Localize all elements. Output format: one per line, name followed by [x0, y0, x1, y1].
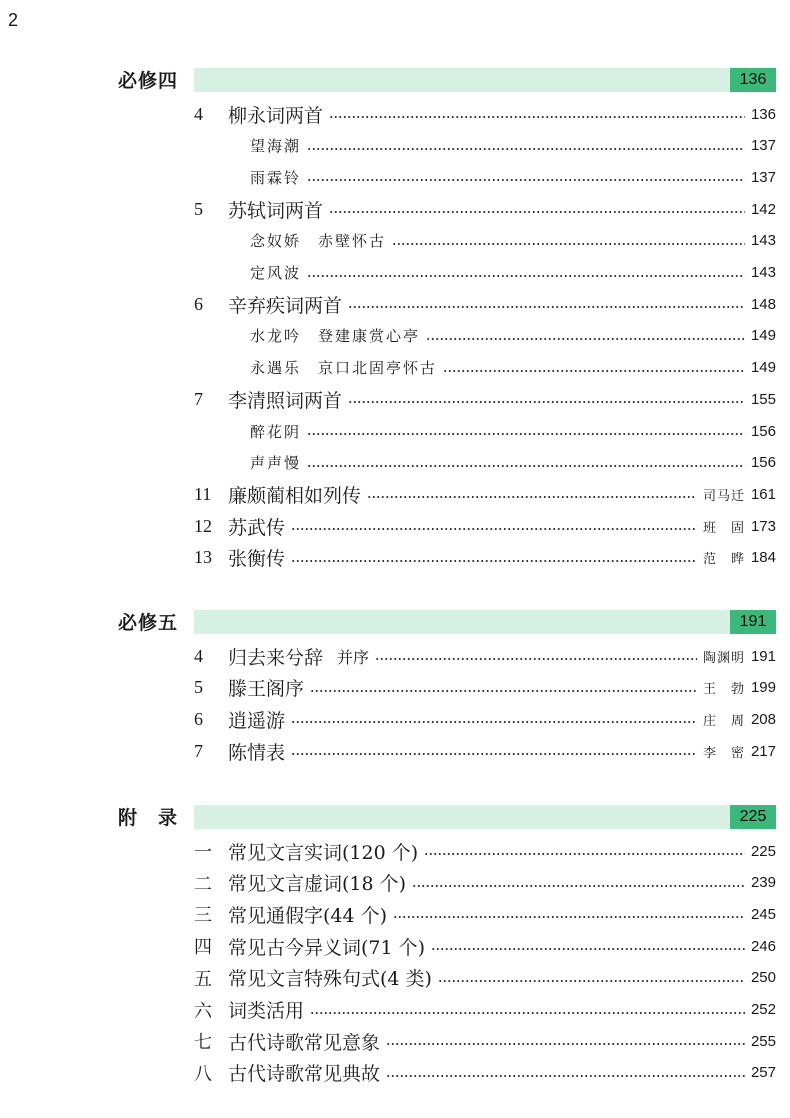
entry-page-number: 161: [750, 485, 776, 503]
dot-leader: [291, 560, 697, 562]
toc-entry[interactable]: [194, 195, 776, 223]
entry-title: 廉颇蔺相如列传: [228, 484, 362, 507]
entry-title: 念奴娇 赤壁怀古: [250, 232, 387, 251]
entry-title: 苏武传: [228, 516, 286, 539]
toc-entry[interactable]: [194, 385, 776, 413]
entry-title: 常见文言虚词(18 个): [228, 873, 407, 896]
toc-subentry[interactable]: [250, 449, 776, 477]
entry-number: 6: [194, 708, 203, 729]
dot-leader: [431, 948, 745, 950]
toc-subentry[interactable]: [250, 163, 776, 191]
dot-leader: [307, 179, 745, 181]
entry-number: 13: [194, 547, 212, 568]
dot-leader: [393, 916, 745, 918]
entry-title: 归去来兮辞: [228, 646, 324, 669]
entry-title: 常见文言实词(120 个): [228, 841, 419, 864]
entry-title: 词类活用: [228, 1000, 305, 1022]
section-header-bar: [194, 610, 776, 634]
entry-number: 八: [194, 1063, 212, 1084]
toc-entry[interactable]: [194, 900, 776, 928]
dot-leader: [386, 1075, 745, 1077]
dot-leader: [329, 116, 745, 118]
entry-page-number: 250: [750, 969, 776, 987]
entry-page-number: 173: [750, 517, 776, 535]
entry-page-number: 142: [750, 200, 776, 218]
entry-author: 王 勃: [702, 682, 745, 698]
entry-page-number: 191: [750, 647, 776, 665]
entry-author: 司马迁: [702, 488, 745, 504]
entry-title: 望海潮: [250, 137, 302, 156]
toc-subentry[interactable]: [250, 259, 776, 287]
entry-page-number: 257: [750, 1064, 776, 1082]
toc-entry[interactable]: [194, 674, 776, 702]
section-start-page: 191: [730, 610, 776, 634]
section-header-bar: [194, 805, 776, 829]
entry-page-number: 156: [750, 454, 776, 472]
entry-title: 醉花阴: [250, 422, 302, 441]
section-start-page: 136: [730, 68, 776, 92]
toc-entry[interactable]: [194, 290, 776, 318]
dot-leader: [307, 465, 745, 467]
entry-page-number: 156: [750, 422, 776, 440]
entry-number: 11: [194, 483, 212, 504]
page-number: 2: [8, 10, 19, 30]
entry-author: 班 固: [702, 520, 745, 536]
section-header: [118, 805, 776, 831]
toc-entry[interactable]: [194, 996, 776, 1024]
entry-page-number: 255: [750, 1032, 776, 1050]
toc-entry[interactable]: [194, 1059, 776, 1087]
entry-number: 5: [194, 198, 203, 219]
entry-number: 12: [194, 515, 212, 536]
entry-page-number: 155: [750, 390, 776, 408]
entry-title: 声声慢: [250, 454, 302, 473]
dot-leader: [291, 721, 697, 723]
entry-title: 雨霖铃: [250, 168, 302, 187]
toc-entry[interactable]: [194, 1027, 776, 1055]
entry-number: 5: [194, 677, 203, 698]
entry-title: 滕王阁序: [228, 678, 305, 701]
entry-title: 辛弃疾词两首: [228, 294, 343, 317]
dot-leader: [426, 338, 745, 340]
entry-page-number: 136: [750, 105, 776, 123]
entry-title: 陈情表: [228, 741, 286, 764]
entry-title: 张衡传: [228, 548, 286, 571]
entry-number: 4: [194, 645, 203, 666]
toc-subentry[interactable]: [250, 132, 776, 160]
entry-page-number: 149: [750, 327, 776, 345]
dot-leader: [307, 275, 745, 277]
section-start-page: 225: [730, 805, 776, 829]
dot-leader: [412, 885, 745, 887]
entry-author: 陶渊明: [702, 650, 745, 666]
entry-number: 7: [194, 388, 203, 409]
toc-entry[interactable]: [194, 932, 776, 960]
entry-page-number: 137: [750, 168, 776, 186]
entry-page-number: 143: [750, 264, 776, 281]
entry-number: 四: [194, 937, 212, 958]
dot-leader: [438, 980, 745, 982]
toc-entry[interactable]: [194, 737, 776, 765]
entry-title: 常见文言特殊句式(4 类): [228, 968, 432, 991]
entry-number: 七: [194, 1032, 212, 1053]
entry-page-number: 245: [750, 905, 776, 923]
entry-page-number: 239: [750, 874, 776, 892]
dot-leader: [291, 753, 697, 755]
entry-title: 李清照词两首: [228, 389, 343, 412]
entry-title: 古代诗歌常见典故: [228, 1063, 381, 1086]
dot-leader: [329, 211, 745, 213]
entry-number: 6: [194, 293, 203, 314]
entry-page-number: 148: [750, 295, 776, 313]
entry-number: 五: [194, 968, 212, 989]
entry-number: 二: [194, 873, 212, 894]
dot-leader: [310, 1012, 745, 1014]
dot-leader: [392, 243, 745, 245]
entry-title: 常见通假字(44 个): [228, 904, 388, 927]
dot-leader: [424, 853, 745, 855]
entry-number: 一: [194, 842, 212, 862]
toc-entry[interactable]: [194, 100, 776, 128]
entry-number: 4: [194, 103, 203, 124]
entry-author: 李 密: [702, 745, 745, 761]
dot-leader: [348, 401, 745, 403]
entry-page-number: 217: [750, 742, 776, 760]
dot-leader: [307, 148, 745, 150]
section-header: [118, 610, 776, 636]
entry-author: 庄 周: [702, 713, 745, 729]
toc-subentry[interactable]: [250, 227, 776, 255]
entry-title: 柳永词两首: [228, 104, 324, 127]
dot-leader: [307, 433, 745, 435]
entry-page-number: 225: [750, 842, 776, 860]
entry-title: 苏轼词两首: [228, 199, 324, 222]
section-header: [118, 68, 776, 94]
dot-leader: [375, 658, 697, 660]
dot-leader: [291, 528, 697, 530]
entry-note: 并序: [337, 647, 370, 667]
section-title: 必修五: [118, 612, 179, 634]
toc-entry[interactable]: [194, 705, 776, 733]
toc-entry[interactable]: [194, 544, 776, 572]
entry-page-number: 208: [750, 710, 776, 728]
entry-page-number: 199: [750, 679, 776, 697]
entry-title: 永遇乐 京口北固亭怀古: [250, 359, 438, 378]
entry-author: 范 晔: [702, 552, 745, 568]
dot-leader: [348, 306, 745, 308]
toc-subentry[interactable]: [250, 354, 776, 382]
entry-title: 定风波: [250, 264, 302, 282]
entry-title: 逍遥游: [228, 709, 286, 732]
dot-leader: [386, 1043, 745, 1045]
entry-title: 常见古今异义词(71 个): [228, 936, 426, 959]
entry-title: 古代诗歌常见意象: [228, 1031, 381, 1054]
entry-page-number: 246: [750, 937, 776, 955]
toc-entry[interactable]: [194, 837, 776, 865]
section-title: 必修四: [118, 70, 179, 92]
toc-subentry[interactable]: [250, 322, 776, 350]
dot-leader: [367, 496, 697, 498]
toc-entry[interactable]: [194, 480, 776, 508]
entry-number: 三: [194, 905, 212, 926]
toc-subentry[interactable]: [250, 417, 776, 445]
toc-entry[interactable]: [194, 642, 776, 670]
toc-entry[interactable]: [194, 512, 776, 540]
entry-page-number: 149: [750, 359, 776, 377]
section-header-bar: [194, 68, 776, 92]
entry-title: 水龙吟 登建康赏心亭: [250, 327, 421, 346]
dot-leader: [443, 370, 745, 372]
entry-page-number: 252: [750, 1001, 776, 1018]
section-title: 附 录: [118, 807, 179, 829]
dot-leader: [310, 690, 697, 692]
entry-page-number: 184: [750, 549, 776, 567]
toc-entry[interactable]: [194, 869, 776, 897]
toc-entry[interactable]: [194, 964, 776, 992]
entry-page-number: 137: [750, 137, 776, 155]
entry-number: 7: [194, 740, 203, 761]
entry-number: 六: [194, 1000, 212, 1021]
entry-page-number: 143: [750, 232, 776, 250]
